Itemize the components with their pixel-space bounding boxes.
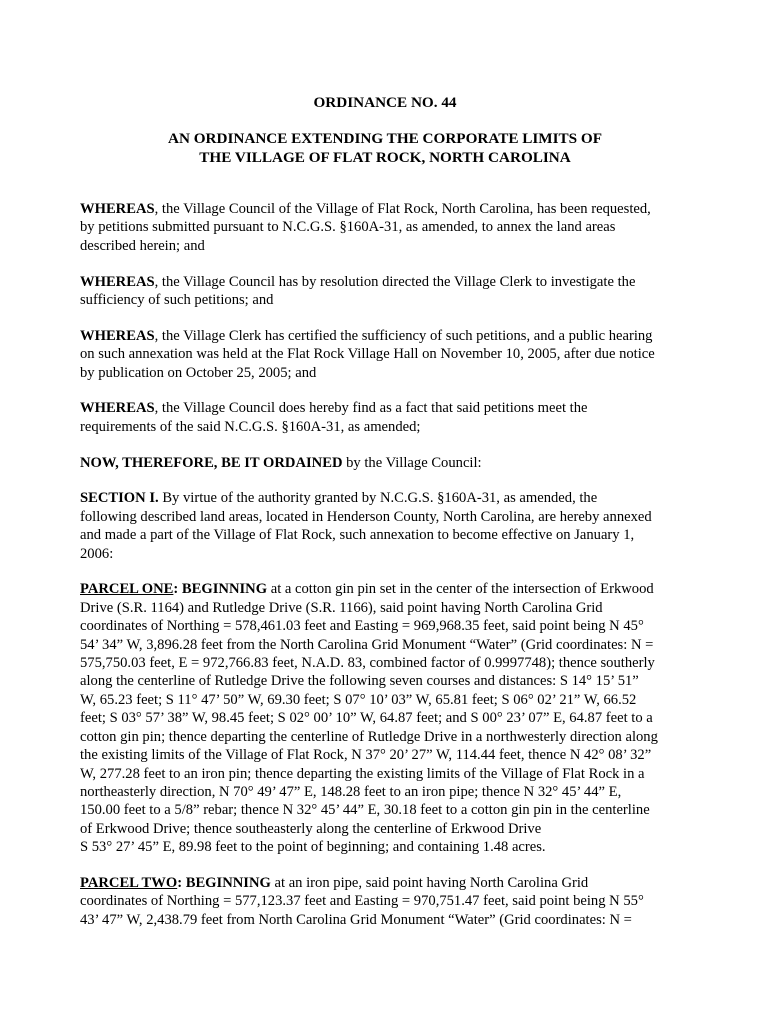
whereas-paragraph-1 (80, 200, 694, 255)
text-line: PARCEL TWO: BEGINNING at an iron pipe, said point having North Carolina Grid (80, 874, 589, 891)
text-line: Drive (S.R. 1164) and Rutledge Drive (S.R. 1166), said point having North Carolina Grid (80, 599, 603, 616)
text-line: 575,750.03 feet, E = 972,766.83 feet, N.A.D. 83, combined factor of 0.9997748); thence southerly (80, 655, 655, 672)
ordinance-body (80, 200, 694, 947)
now-therefore-lead: NOW, THEREFORE, BE IT ORDAINED (80, 454, 343, 471)
text-line: northeasterly direction, N 70° 49’ 47” E, 148.28 feet to an iron pipe; thence N 32° 45’ 44” E, (80, 783, 622, 800)
text-line: 43’ 47” W, 2,438.79 feet from North Carolina Grid Monument “Water” (Grid coordinates: N = (80, 911, 632, 928)
text-line: and made a part of the Village of Flat Rock, such annexation to become effective on January 1, (80, 527, 635, 544)
now-therefore-paragraph (80, 454, 694, 472)
whereas-lead: WHEREAS (80, 201, 155, 217)
text-line: by publication on October 25, 2005; and (80, 364, 317, 381)
text-line: coordinates of Northing = 578,461.03 feet and Easting = 969,968.35 feet, said point being N 45° (80, 618, 644, 635)
text-line: W, 65.23 feet; S 11° 47’ 50” W, 69.30 feet; S 07° 10’ 03” W, 65.81 feet; S 06° 02’ 21” W, 66.52 (80, 691, 637, 708)
ordinance-heading-line-1: AN ORDINANCE EXTENDING THE CORPORATE LIMITS OF (167, 130, 603, 147)
parcel-two-paragraph (80, 874, 694, 929)
ordinance-heading (0, 129, 770, 167)
text-line: W, 277.28 feet to an iron pin; thence departing the existing limits of the Village of Flat Rock in a (80, 765, 645, 782)
text-line: WHEREAS, the Village Clerk has certified the sufficiency of such petitions, and a public hearing (80, 327, 653, 344)
text-line: by petitions submitted pursuant to N.C.G.S. §160A-31, as amended, to annex the land areas (80, 219, 616, 236)
ordinance-heading-line-2: THE VILLAGE OF FLAT ROCK, NORTH CAROLINA (199, 149, 571, 166)
parcel-one-label: PARCEL ONE (80, 581, 174, 598)
text-line: described herein; and (80, 237, 205, 254)
text-line: sufficiency of such petitions; and (80, 292, 274, 309)
text-line: PARCEL ONE: BEGINNING at a cotton gin pin set in the center of the intersection of Erkwood (80, 581, 654, 598)
whereas-lead: WHEREAS (80, 400, 155, 417)
text-line: 150.00 feet to a 5/8” rebar; thence N 32° 45’ 44” E, 30.18 feet to a cotton gin pin in the centerline (80, 802, 650, 819)
text-line: cotton gin pin; thence departing the centerline of Rutledge Drive in a northwesterly direction along (80, 728, 658, 745)
whereas-paragraph-2 (80, 273, 694, 310)
text-line: WHEREAS, the Village Council does hereby find as a fact that said petitions meet the (80, 400, 588, 417)
whereas-lead: WHEREAS (80, 273, 155, 290)
section-one-lead: SECTION I. (80, 490, 159, 507)
whereas-lead: WHEREAS (80, 327, 155, 344)
whereas-paragraph-4 (80, 399, 694, 436)
text-line: on such annexation was held at the Flat Rock Village Hall on November 10, 2005, after due notice (80, 346, 655, 363)
text-line: feet; S 03° 57’ 38” W, 98.45 feet; S 02° 00’ 10” W, 64.87 feet; and S 00° 23’ 07” E, 64.87 feet to a (80, 710, 653, 727)
section-one-paragraph (80, 489, 694, 563)
whereas-paragraph-3 (80, 327, 694, 382)
text-line: coordinates of Northing = 577,123.37 feet and Easting = 970,751.47 feet, said point being N 55° (80, 893, 644, 910)
text-line: WHEREAS, the Village Council of the Village of Flat Rock, North Carolina, has been requested, (80, 201, 651, 217)
text-line: 54’ 34” W, 3,896.28 feet from the North Carolina Grid Monument “Water” (Grid coordinates: N = (80, 636, 654, 653)
text-line: along the centerline of Rutledge Drive the following seven courses and distances: S 14° 15’ 51” (80, 673, 639, 690)
text-line: NOW, THEREFORE, BE IT ORDAINED by the Village Council: (80, 454, 482, 471)
parcel-two-label: PARCEL TWO (80, 874, 178, 891)
beginning-lead: BEGINNING (182, 874, 271, 891)
ordinance-number: ORDINANCE NO. 44 (313, 94, 457, 111)
text-line: of Erkwood Drive; thence southeasterly along the centerline of Erkwood Drive (80, 820, 542, 837)
text-line: WHEREAS, the Village Council has by resolution directed the Village Clerk to investigate the (80, 273, 636, 290)
text-line: the existing limits of the Village of Flat Rock, N 37° 20’ 27” W, 114.44 feet, thence N 42° 08’ 32” (80, 747, 652, 764)
text-line: S 53° 27’ 45” E, 89.98 feet to the point of beginning; and containing 1.48 acres. (80, 839, 546, 856)
parcel-one-paragraph (80, 580, 694, 856)
text-line: 2006: (80, 545, 114, 562)
text-line: requirements of the said N.C.G.S. §160A-31, as amended; (80, 418, 421, 435)
beginning-lead: BEGINNING (178, 581, 268, 598)
text-line: following described land areas, located in Henderson County, North Carolina, are hereby annexed (80, 508, 652, 525)
text-line: SECTION I. By virtue of the authority granted by N.C.G.S. §160A-31, as amended, the (80, 490, 598, 507)
